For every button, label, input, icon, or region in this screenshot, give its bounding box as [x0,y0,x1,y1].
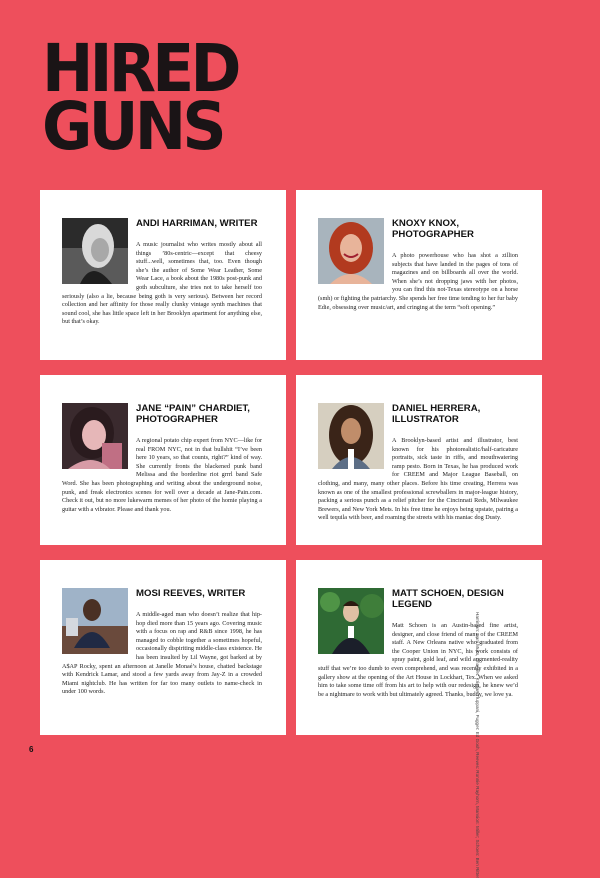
contributor-card [40,375,286,545]
contributor-photo [318,588,384,654]
contributor-name: JANE “PAIN” CHARDIET, PHOTOGRAPHER [136,403,250,425]
contributor-card [40,190,286,360]
contributor-card [296,560,542,735]
photo-credits: Harriman: Dani Muks, Chardiet: Kristian Truppani, Fugger: Ed Gosh, Reeves: Ronnie Rayhorn, Mansion: Miller; Schoen: Ben Ritter [475,612,480,878]
page-title [42,30,238,165]
title-line-2: GUNS [42,88,223,165]
contributor-bio: A regional potato chip expert from NYC—like for real FROM NYC, not in that bullshit “I’ve been here 10 years, so that counts, right?” kind of way. She currently fronts the blackened punk band Melissa and the borderline riot grrrl band Safe Word. She has been photographing and writing about the underground noise, punk, and freak electronics scenes for well over a decade at Jane-Pain.com. Check it out, but no more lukewarm memes of her photo of the homie playing a guitar with a vibrator. Please and thank you. [62,437,262,513]
contributor-photo [62,403,128,469]
contributor-name: ANDI HARRIMAN, WRITER [136,218,258,229]
contributor-photo [318,218,384,284]
title-line-1: HIRED [42,30,238,107]
contributor-photo [62,218,128,284]
contributor-bio: A middle-aged man who doesn’t realize that hip-hop died more than 15 years ago. Covering music with a focus on rap and R&B since 1998, he has managed to cobble together a sometimes hopeful, occasionally dispiriting middle-class existence. He has been insulted by Lil Wayne, got barked at by A$AP Rocky, spent an afternoon at Janelle Monaé’s house, chatted backstage with Kendrick Lamar, and stood a few yards away from Jay-Z in a crowded Miami nightclub. He has written for far too many outlets to name-check in under 100 words. [62,611,262,696]
contributor-photo [62,588,128,654]
contributor-name: DANIEL HERRERA, ILLUSTRATOR [392,403,481,425]
contributor-name: MATT SCHOEN, DESIGN LEGEND [392,588,504,610]
contributor-name: KNOXY KNOX, PHOTOGRAPHER [392,218,474,240]
contributor-card [296,375,542,545]
contributor-bio: A Brooklyn-based artist and illustrator, best known for his photorealistic/half-caricature portraits, sick taste in riffs, and mouthwatering ramp pesto. Born in Texas, he has produced work for CREEM and Major League Baseball, on clothing, and many, many other places. Before his time creating, Herrera was known as one of the smallest professional screwballers in major-league history, packing a serious punch as a relief pitcher for the Cincinnati Reds, Milwaukee Brewers, and New York Mets. In his free time he enjoys being upstate, pairing a well tequila with beer, and roaming the streets with his maniac dog Dusty. [318,437,518,522]
contributor-card [296,190,542,360]
contributor-name: MOSI REEVES, WRITER [136,588,246,599]
contributor-card [40,560,286,735]
page-number: 6 [29,745,34,754]
contributor-photo [318,403,384,469]
contributor-bio: Matt Schoen is an Austin-based fine artist, designer, and close friend of many of the CREEM staff. A New Orleans native who graduated from the Cooper Union in NYC, his work consists of spray paint, gold leaf, and wild augmented-reality stuff that we’re too dumb to even comprehend, and was recently exhibited in a gallery show at the opening of the Art House in Lockhart, Tex. When we asked him to take some time off from his art to help with our redesign, he knew we’d be a nightmare to work with but ultimately agreed. Thanks, buddy, we love ya. [318,622,518,698]
contributor-bio: A music journalist who writes mostly about all things ’80s-centric—except that cheesy stuff...well, sometimes that, too. Even though she’s the author of Some Wear Leather, Some Wear Lace, a book about the 1980s post-punk and goth subculture, she tries not to take herself too seriously (also a lie, because being goth is very serious). Between her record collection and her affinity for those really clunky vintage synth machines that sound cool, she has little space left in her Brooklyn apartment for anything else, but that’s okay. [62,241,262,326]
contributor-bio: A photo powerhouse who has shot a zillion subjects that have landed in the pages of tons of magazines and on billboards all over the world. When she’s not dropping jaws with her photos, you can find this not-Texas stereotype on a horse (smh) or fighting the patriarchy. She spends her free time tending to her fur baby Edie, obsessing over music/art, and cringing at the term “soft opening.” [318,252,518,311]
